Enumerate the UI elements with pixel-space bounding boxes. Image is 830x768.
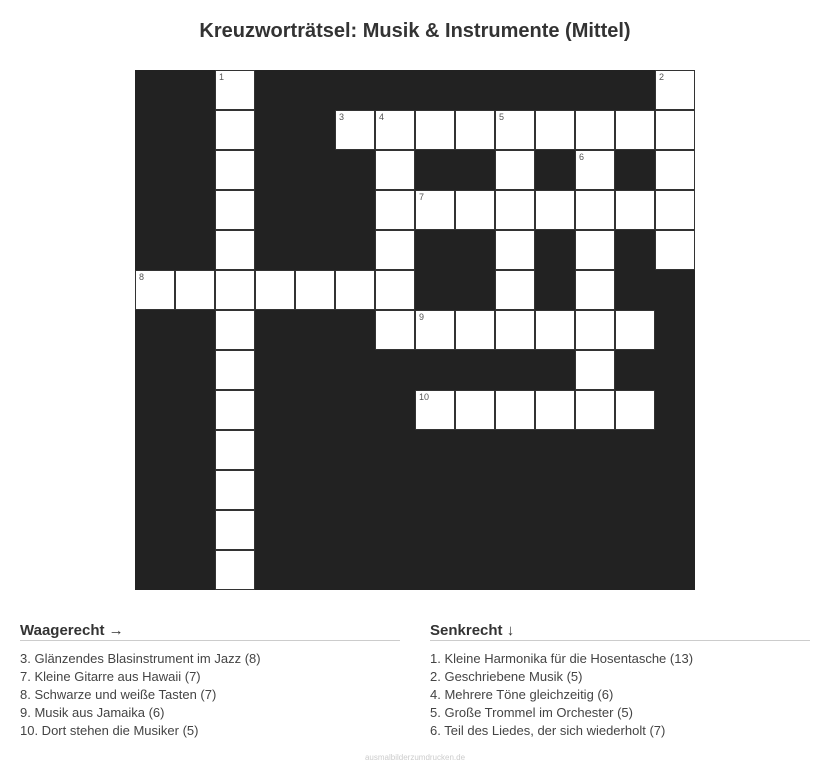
grid-cell[interactable] bbox=[495, 390, 535, 430]
grid-cell[interactable] bbox=[215, 430, 255, 470]
grid-cell[interactable] bbox=[575, 230, 615, 270]
page-title: Kreuzworträtsel: Musik & Instrumente (Mittel) bbox=[199, 20, 631, 42]
grid-cell[interactable] bbox=[495, 150, 535, 190]
grid-cell[interactable] bbox=[335, 270, 375, 310]
clue-number: 7 bbox=[419, 192, 425, 202]
grid-cell[interactable] bbox=[535, 310, 575, 350]
grid-cell[interactable] bbox=[375, 110, 415, 150]
clue-number: 8 bbox=[139, 272, 145, 282]
down-clue: 2. Geschriebene Musik (5) bbox=[430, 669, 583, 684]
clue-number: 1 bbox=[219, 72, 225, 82]
grid-cell[interactable] bbox=[575, 350, 615, 390]
grid-cell[interactable] bbox=[575, 110, 615, 150]
grid-cell[interactable] bbox=[575, 150, 615, 190]
clue-number: 4 bbox=[379, 112, 385, 122]
crossword-grid bbox=[135, 70, 695, 590]
grid-cell[interactable] bbox=[415, 390, 455, 430]
grid-cell[interactable] bbox=[655, 230, 695, 270]
grid-cell[interactable] bbox=[255, 270, 295, 310]
grid-cell[interactable] bbox=[375, 190, 415, 230]
grid-cell[interactable] bbox=[575, 310, 615, 350]
across-clue-list bbox=[20, 650, 400, 740]
grid-cell[interactable] bbox=[655, 70, 695, 110]
grid-cell[interactable] bbox=[415, 310, 455, 350]
grid-cell[interactable] bbox=[455, 190, 495, 230]
grid-cell[interactable] bbox=[215, 350, 255, 390]
grid-cell[interactable] bbox=[495, 190, 535, 230]
down-heading: Senkrecht ↓ bbox=[430, 622, 810, 641]
grid-cell[interactable] bbox=[215, 310, 255, 350]
clue-number: 10 bbox=[419, 392, 430, 402]
grid-cell[interactable] bbox=[135, 270, 175, 310]
grid-cell[interactable] bbox=[495, 110, 535, 150]
grid-cell[interactable] bbox=[295, 270, 335, 310]
down-clue-list bbox=[430, 650, 810, 740]
across-clue: 10. Dort stehen die Musiker (5) bbox=[20, 723, 199, 738]
grid-cell[interactable] bbox=[655, 110, 695, 150]
clue-number: 9 bbox=[419, 312, 425, 322]
across-clue: 8. Schwarze und weiße Tasten (7) bbox=[20, 687, 217, 702]
grid-cell[interactable] bbox=[215, 510, 255, 550]
grid-cell[interactable] bbox=[215, 270, 255, 310]
grid-cell[interactable] bbox=[495, 270, 535, 310]
grid-cell[interactable] bbox=[215, 230, 255, 270]
grid-cell[interactable] bbox=[495, 310, 535, 350]
grid-cell[interactable] bbox=[455, 110, 495, 150]
footer-credit: ausmalbilderzumdrucken.de bbox=[364, 753, 466, 762]
grid-cell[interactable] bbox=[575, 270, 615, 310]
grid-cell[interactable] bbox=[375, 270, 415, 310]
grid-cell[interactable] bbox=[415, 190, 455, 230]
grid-cell[interactable] bbox=[655, 190, 695, 230]
grid-cell[interactable] bbox=[535, 110, 575, 150]
clue-number: 2 bbox=[659, 72, 665, 82]
down-clue: 1. Kleine Harmonika für die Hosentasche (13) bbox=[430, 651, 694, 666]
across-clue: 3. Glänzendes Blasinstrument im Jazz (8) bbox=[20, 651, 261, 666]
grid-cell[interactable] bbox=[575, 390, 615, 430]
grid-cell[interactable] bbox=[215, 550, 255, 590]
grid-cell[interactable] bbox=[375, 230, 415, 270]
grid-cell[interactable] bbox=[215, 110, 255, 150]
down-clue: 4. Mehrere Töne gleichzeitig (6) bbox=[430, 687, 614, 702]
grid-cell[interactable] bbox=[215, 150, 255, 190]
grid-cell[interactable] bbox=[375, 310, 415, 350]
across-clue: 9. Musik aus Jamaika (6) bbox=[20, 705, 165, 720]
grid-cell[interactable] bbox=[615, 310, 655, 350]
grid-cell[interactable] bbox=[335, 110, 375, 150]
down-clue: 6. Teil des Liedes, der sich wiederholt (7) bbox=[430, 723, 666, 738]
grid-cell[interactable] bbox=[615, 390, 655, 430]
grid-cell[interactable] bbox=[215, 390, 255, 430]
down-clues-section bbox=[430, 622, 810, 740]
grid-cell[interactable] bbox=[455, 390, 495, 430]
grid-cell[interactable] bbox=[215, 70, 255, 110]
grid-cell[interactable] bbox=[655, 150, 695, 190]
grid-cell[interactable] bbox=[575, 190, 615, 230]
grid-cell[interactable] bbox=[495, 230, 535, 270]
grid-cell[interactable] bbox=[215, 470, 255, 510]
grid-cell[interactable] bbox=[175, 270, 215, 310]
grid-cell[interactable] bbox=[455, 310, 495, 350]
grid-cell[interactable] bbox=[535, 190, 575, 230]
grid-cell[interactable] bbox=[375, 150, 415, 190]
across-heading: Waagerecht → bbox=[20, 622, 400, 641]
clue-number: 3 bbox=[339, 112, 345, 122]
grid-cell[interactable] bbox=[415, 110, 455, 150]
down-clue: 5. Große Trommel im Orchester (5) bbox=[430, 705, 633, 720]
grid-cell[interactable] bbox=[535, 390, 575, 430]
grid-cell[interactable] bbox=[615, 190, 655, 230]
across-clues-section bbox=[20, 622, 400, 740]
across-clue: 7. Kleine Gitarre aus Hawaii (7) bbox=[20, 669, 201, 684]
clue-number: 5 bbox=[499, 112, 505, 122]
grid-cell[interactable] bbox=[215, 190, 255, 230]
clue-number: 6 bbox=[579, 152, 585, 162]
grid-cell[interactable] bbox=[615, 110, 655, 150]
